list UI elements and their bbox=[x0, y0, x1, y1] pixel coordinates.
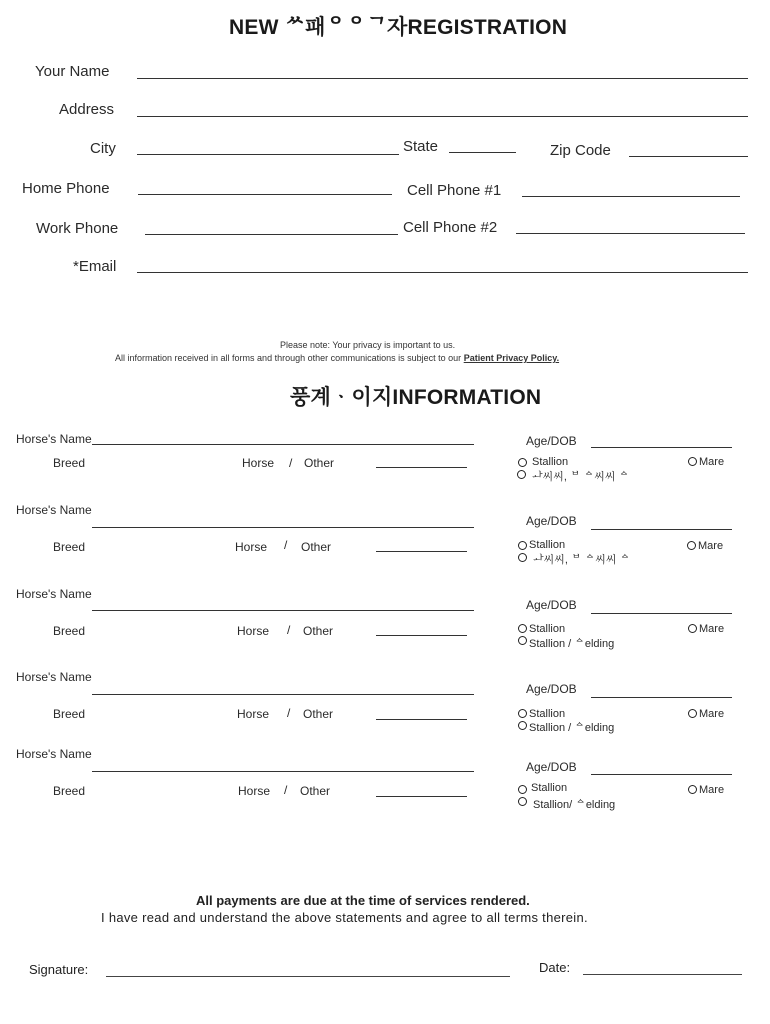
age-dob-label: Age/DOB bbox=[526, 514, 577, 528]
option2-label: ᅪ씨씨, ᄇ ᅀ씨씨 ᅀ bbox=[533, 554, 631, 566]
state-field[interactable] bbox=[449, 152, 516, 153]
stallion-label: Stallion bbox=[531, 782, 568, 794]
city-field[interactable] bbox=[137, 154, 399, 155]
home-phone-label: Home Phone bbox=[22, 180, 110, 197]
age-dob-label: Age/DOB bbox=[526, 598, 577, 612]
horse-name-field[interactable] bbox=[92, 771, 474, 772]
work-phone-label: Work Phone bbox=[36, 220, 119, 237]
other-option-label[interactable]: Other bbox=[301, 540, 332, 554]
age-dob-label: Age/DOB bbox=[526, 682, 577, 696]
horse-name-label: Horse's Name bbox=[16, 432, 92, 446]
agreement-statement: I have read and understand the above statements and agree to all terms therein. bbox=[101, 910, 588, 925]
signature-label: Signature: bbox=[29, 962, 89, 977]
age-dob-field[interactable] bbox=[591, 697, 732, 698]
payment-terms: All payments are due at the time of services rendered. bbox=[196, 893, 530, 908]
stallion-label: Stallion bbox=[529, 623, 566, 635]
city-label: City bbox=[90, 140, 116, 157]
option2-radio[interactable] bbox=[518, 553, 527, 562]
date-label: Date: bbox=[539, 960, 571, 975]
age-dob-field[interactable] bbox=[591, 529, 732, 530]
other-field[interactable] bbox=[376, 551, 467, 552]
horse-other-separator: / bbox=[284, 783, 288, 797]
other-field[interactable] bbox=[376, 719, 467, 720]
horse-name-label: Horse's Name bbox=[16, 503, 92, 517]
cell-phone-1-field[interactable] bbox=[522, 196, 740, 197]
age-dob-label: Age/DOB bbox=[526, 434, 577, 448]
other-option-label[interactable]: Other bbox=[303, 624, 334, 638]
horse-information-title: 풍계ᆞ이지INFORMATION bbox=[290, 386, 542, 409]
option2-label: Stallion / ᅀelding bbox=[529, 638, 615, 650]
stallion-radio[interactable] bbox=[518, 458, 527, 467]
email-label: *Email bbox=[73, 258, 117, 275]
zip-code-field[interactable] bbox=[629, 156, 748, 157]
option2-label: Stallion / ᅀelding bbox=[529, 722, 615, 734]
privacy-note: Please note: Your privacy is important to us. bbox=[280, 340, 456, 350]
stallion-label: Stallion bbox=[529, 539, 566, 551]
horse-other-separator: / bbox=[284, 538, 288, 552]
stallion-label: Stallion bbox=[532, 456, 569, 468]
horse-name-field[interactable] bbox=[92, 610, 474, 611]
mare-label: Mare bbox=[699, 784, 725, 796]
work-phone-field[interactable] bbox=[145, 234, 398, 235]
other-field[interactable] bbox=[376, 796, 467, 797]
option2-label: Stallion/ ᅀelding bbox=[533, 799, 616, 811]
stallion-label: Stallion bbox=[529, 708, 566, 720]
breed-label: Breed bbox=[53, 784, 86, 798]
horse-name-label: Horse's Name bbox=[16, 670, 92, 684]
age-dob-field[interactable] bbox=[591, 774, 732, 775]
mare-label: Mare bbox=[698, 540, 724, 552]
other-field[interactable] bbox=[376, 635, 467, 636]
cell-phone-1-label: Cell Phone #1 bbox=[407, 182, 502, 199]
breed-label: Breed bbox=[53, 456, 86, 470]
horse-option-label[interactable]: Horse bbox=[242, 456, 275, 470]
mare-label: Mare bbox=[699, 708, 725, 720]
mare-label: Mare bbox=[699, 623, 725, 635]
other-field[interactable] bbox=[376, 467, 467, 468]
other-option-label[interactable]: Other bbox=[300, 784, 331, 798]
option2-label: ᅪ씨씨, ᄇ ᅀ씨씨 ᅀ bbox=[532, 471, 630, 483]
option2-radio[interactable] bbox=[518, 797, 527, 806]
mare-label: Mare bbox=[699, 456, 725, 468]
breed-label: Breed bbox=[53, 540, 86, 554]
age-dob-field[interactable] bbox=[591, 613, 732, 614]
option2-radio[interactable] bbox=[518, 721, 527, 730]
horse-name-field[interactable] bbox=[92, 444, 474, 445]
option2-radio[interactable] bbox=[517, 470, 526, 479]
breed-label: Breed bbox=[53, 624, 86, 638]
mare-radio[interactable] bbox=[688, 457, 697, 466]
age-dob-field[interactable] bbox=[591, 447, 732, 448]
form-title: NEW ᄊ패ᄋᄋᄀ자REGISTRATION bbox=[229, 16, 568, 39]
age-dob-label: Age/DOB bbox=[526, 760, 577, 774]
horse-option-label[interactable]: Horse bbox=[237, 707, 270, 721]
stallion-radio[interactable] bbox=[518, 785, 527, 794]
privacy-policy-link[interactable]: Patient Privacy Policy. bbox=[463, 353, 560, 363]
stallion-radio[interactable] bbox=[518, 709, 527, 718]
mare-radio[interactable] bbox=[688, 785, 697, 794]
home-phone-field[interactable] bbox=[138, 194, 392, 195]
other-option-label[interactable]: Other bbox=[304, 456, 335, 470]
address-label: Address bbox=[59, 101, 115, 118]
horse-name-field[interactable] bbox=[92, 527, 474, 528]
horse-option-label[interactable]: Horse bbox=[235, 540, 268, 554]
cell-phone-2-label: Cell Phone #2 bbox=[403, 219, 498, 236]
horse-option-label[interactable]: Horse bbox=[237, 624, 270, 638]
breed-label: Breed bbox=[53, 707, 86, 721]
stallion-radio[interactable] bbox=[518, 624, 527, 633]
privacy-statement-text: All information received in all forms and through other communications is subject to our bbox=[115, 353, 462, 363]
email-field[interactable] bbox=[137, 272, 748, 273]
mare-radio[interactable] bbox=[688, 709, 697, 718]
date-field[interactable] bbox=[583, 974, 742, 975]
zip-code-label: Zip Code bbox=[550, 142, 611, 159]
your-name-field[interactable] bbox=[137, 78, 748, 79]
horse-other-separator: / bbox=[289, 456, 293, 470]
your-name-label: Your Name bbox=[35, 63, 110, 80]
privacy-statement bbox=[115, 353, 559, 363]
cell-phone-2-field[interactable] bbox=[516, 233, 745, 234]
address-field[interactable] bbox=[137, 116, 748, 117]
mare-radio[interactable] bbox=[687, 541, 696, 550]
mare-radio[interactable] bbox=[688, 624, 697, 633]
horse-name-label: Horse's Name bbox=[16, 747, 92, 761]
horse-other-separator: / bbox=[287, 706, 291, 720]
option2-radio[interactable] bbox=[518, 636, 527, 645]
signature-field[interactable] bbox=[106, 976, 510, 977]
state-label: State bbox=[403, 138, 439, 155]
other-option-label[interactable]: Other bbox=[303, 707, 334, 721]
horse-option-label[interactable]: Horse bbox=[238, 784, 271, 798]
stallion-radio[interactable] bbox=[518, 541, 527, 550]
horse-other-separator: / bbox=[287, 623, 291, 637]
horse-name-label: Horse's Name bbox=[16, 587, 92, 601]
horse-name-field[interactable] bbox=[92, 694, 474, 695]
